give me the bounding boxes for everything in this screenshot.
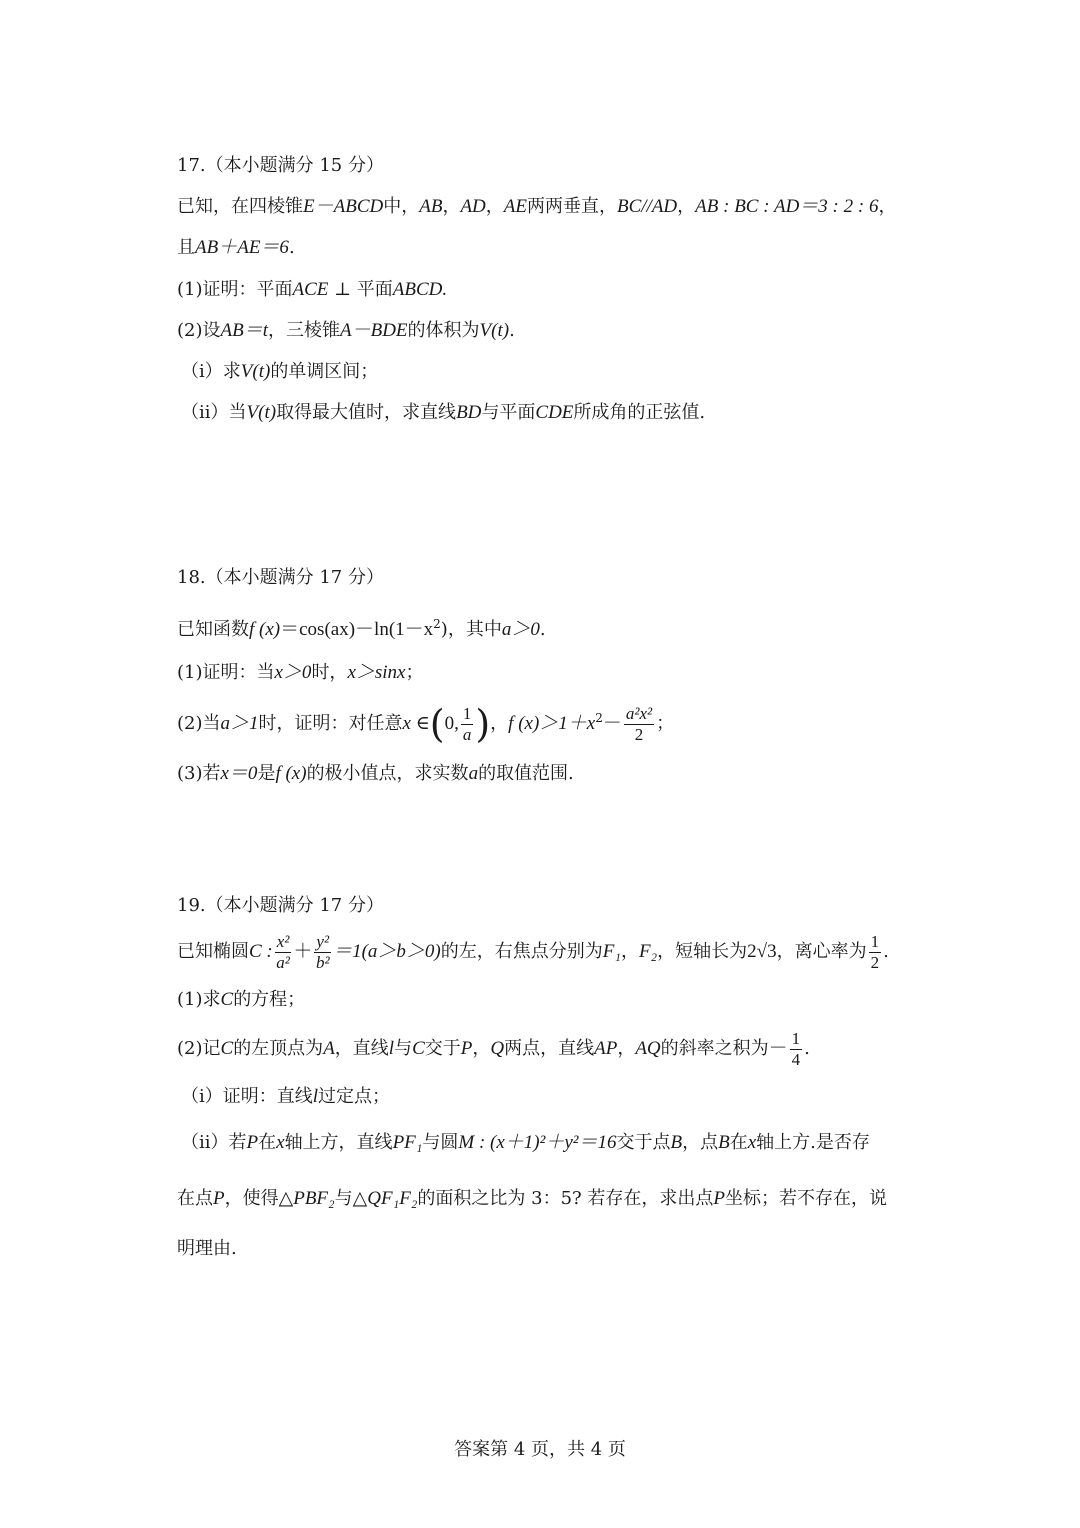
q17-statement-line2: 且AB＋AE＝6. <box>177 237 295 258</box>
fraction-one-half: $\frac{1}{2}$ <box>870 931 880 972</box>
q19-part2-ii-line2: 在点P，使得△PBF₂与△QF₁F₂的面积之比为 3：5? 若存在，求出点P坐标；若不存在，说 <box>177 1188 888 1209</box>
q19-header: 19.（本小题满分 17 分） <box>177 895 384 916</box>
q17-header: 17.（本小题满分 15 分） <box>177 155 384 176</box>
q19-part2-ii-line3: 明理由. <box>177 1238 237 1259</box>
fraction-a2x2-over-2: $\frac{\text{a²x²}}{2}$ <box>625 703 653 744</box>
fraction-x2-over-a2: $\frac{\text{x²}}{\text{a²}}$ <box>276 931 290 972</box>
q17-part2: (2)设AB＝t，三棱锥A－BDE的体积为V(t). <box>177 320 515 341</box>
q18-part2: (2)当a＞1时，证明：对任意x ∈(0, $\frac{1}{a}$ )，f $(x)>1+x^2-$ $\frac{\text{a²x²}}{2}$ ； <box>177 702 675 746</box>
fraction-one-quarter: $\frac{1}{4}$ <box>791 1028 801 1069</box>
q18-part3: (3)若x＝0是f (x)的极小值点，求实数a的取值范围. <box>177 763 574 784</box>
q18-part1: (1)证明：当x＞0时，x＞sinx； <box>177 662 424 683</box>
q18-header: 18.（本小题满分 17 分） <box>177 567 384 588</box>
q19-statement: 已知椭圆C : $\frac{\text{x²}}{\text{a²}}$ ＋ $\frac{\text{y²}}{\text{b²}}$ ＝1(a＞b＞0)的左，右焦点分别为F₁，F₂，短轴长为2√3，离心率为 $\frac{1}{2}$ . <box>177 931 889 972</box>
page-footer: 答案第 4 页，共 4 页 <box>454 1439 626 1460</box>
q17-part1: (1)证明：平面ACE ⊥ 平面ABCD. <box>177 279 448 300</box>
fraction-one-over-a: $\frac{1}{a}$ <box>462 703 472 744</box>
q17-statement-line1: 已知，在四棱锥E－ABCD中，AB，AD，AE两两垂直，BC//AD，AB : BC : AD＝3 : 2 : 6， <box>177 196 897 217</box>
fraction-y2-over-b2: $\frac{\text{y²}}{\text{b²}}$ <box>315 931 330 972</box>
q17-part2-i: （i）求V(t)的单调区间； <box>181 361 379 382</box>
q19-part2: (2)记C的左顶点为A，直线l与C交于P，Q两点，直线AP，AQ的斜率之积为－ $\frac{1}{4}$ . <box>177 1028 810 1069</box>
q18-statement: 已知函数f $(x)=\cos(ax)-\ln(1-x^2)$，其中a＞0. <box>177 617 546 640</box>
q19-part2-i: （i）证明：直线l过定点； <box>181 1086 391 1107</box>
q19-part1: (1)求C的方程； <box>177 989 306 1010</box>
q17-part2-ii: （ii）当V(t)取得最大值时，求直线BD与平面CDE所成角的正弦值. <box>181 402 706 423</box>
q19-part2-ii-line1: （ii）若P在x轴上方，直线PF₁与圆M : (x＋1)²＋y²＝16交于点B，点B在x轴上方.是否存 <box>181 1132 870 1153</box>
